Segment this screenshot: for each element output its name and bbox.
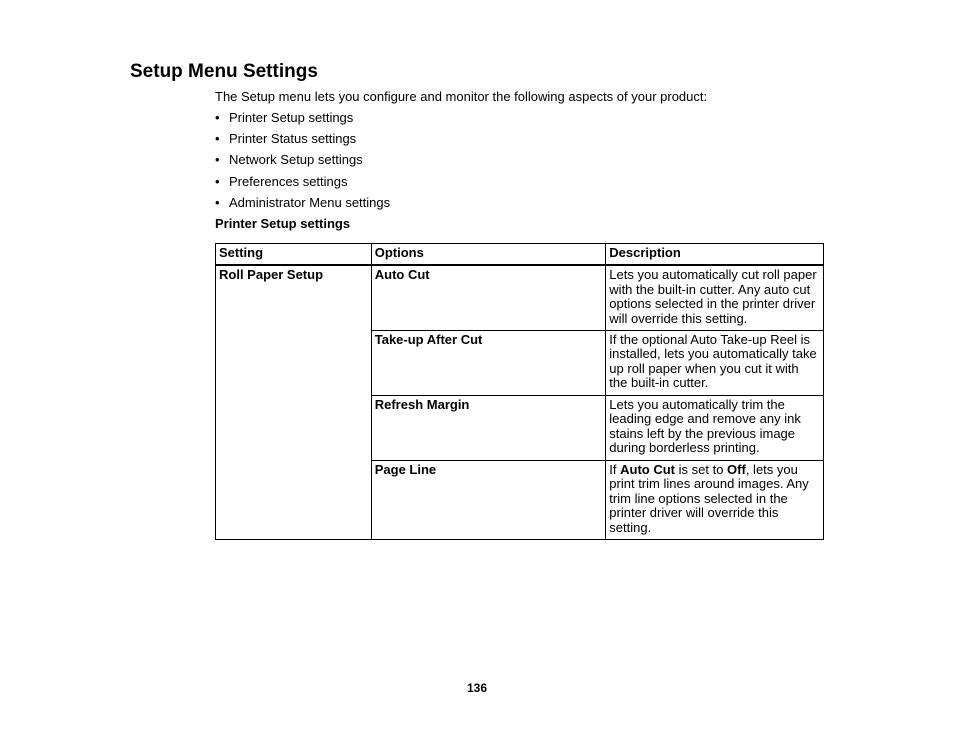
section-subheading: Printer Setup settings bbox=[215, 216, 351, 231]
list-item: • Network Setup settings bbox=[215, 152, 363, 168]
header-description: Description bbox=[606, 244, 824, 266]
description-cell: If Auto Cut is set to Off, lets you print trim lines around images. Any trim line options selected in the printer driver will override this setting. bbox=[606, 460, 824, 539]
page-number: 136 bbox=[466, 681, 488, 695]
header-options: Options bbox=[371, 244, 606, 266]
description-cell: Lets you automatically cut roll paper with the built-in cutter. Any auto cut options selected in the printer driver will override this setting. bbox=[606, 265, 824, 330]
setting-cell: Roll Paper Setup bbox=[216, 265, 372, 539]
description-cell: Lets you automatically trim the leading edge and remove any ink stains left by the previous image during borderless printing. bbox=[606, 395, 824, 460]
option-cell: Auto Cut bbox=[371, 265, 606, 330]
option-cell: Take-up After Cut bbox=[371, 330, 606, 395]
aspects-list bbox=[215, 110, 390, 216]
list-item: • Administrator Menu settings bbox=[215, 194, 391, 210]
settings-table bbox=[215, 243, 824, 540]
option-cell: Refresh Margin bbox=[371, 395, 606, 460]
header-setting: Setting bbox=[216, 244, 372, 266]
option-cell: Page Line bbox=[371, 460, 606, 539]
list-item: • Printer Status settings bbox=[215, 131, 357, 147]
table-header-row bbox=[216, 244, 824, 266]
page-title: Setup Menu Settings bbox=[130, 61, 318, 82]
list-item: • Printer Setup settings bbox=[215, 110, 354, 125]
intro-paragraph: The Setup menu lets you configure and monitor the following aspects of your product: bbox=[215, 89, 708, 104]
list-item: • Preferences settings bbox=[215, 173, 348, 189]
table-row bbox=[216, 265, 824, 330]
description-cell: If the optional Auto Take-up Reel is installed, lets you automatically take up roll paper when you cut it with the built-in cutter. bbox=[606, 330, 824, 395]
